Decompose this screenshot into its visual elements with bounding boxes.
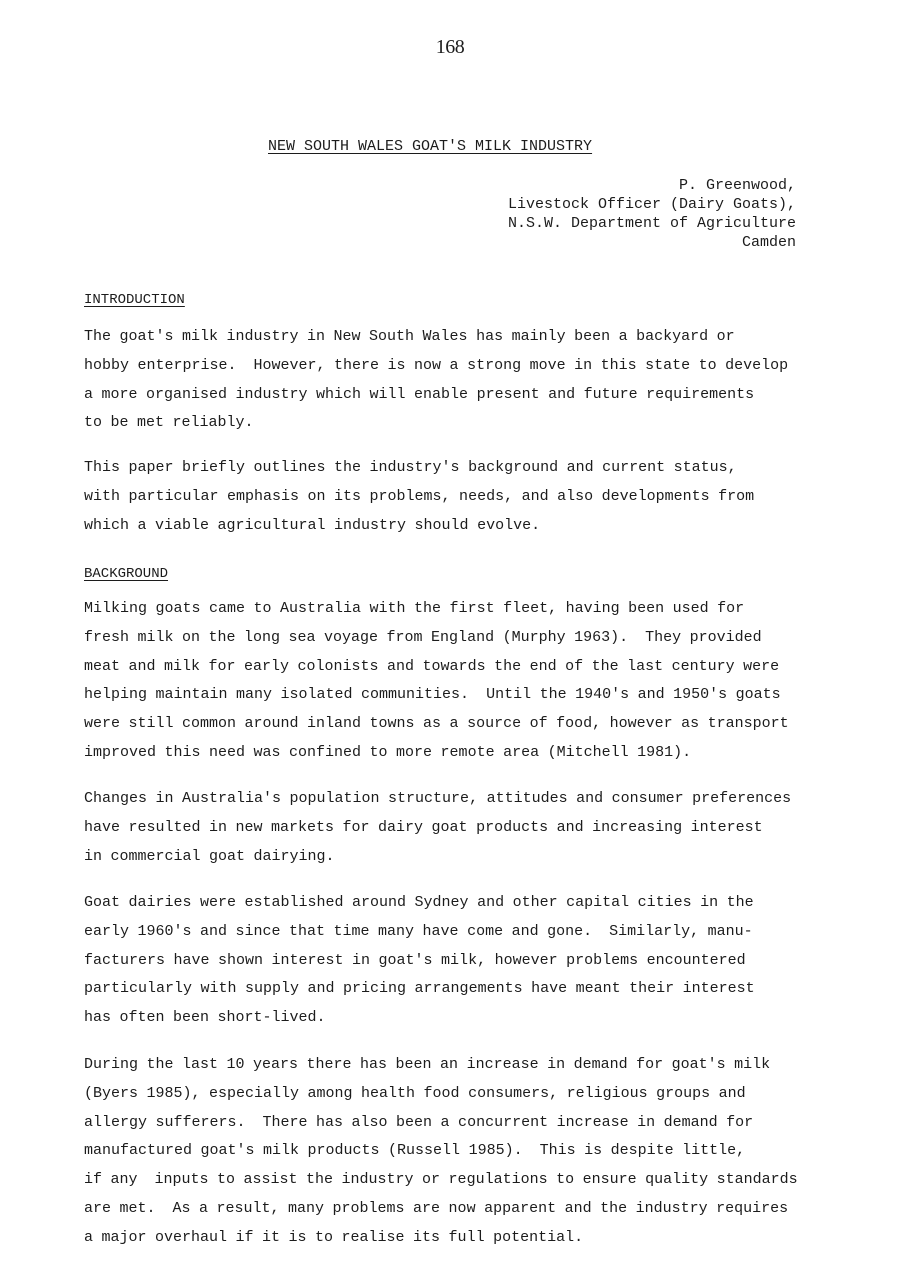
text-line: a more organised industry which will enable present and future requirements bbox=[84, 385, 755, 403]
text-line: manufactured goat's milk products (Russell 1985). This is despite little, bbox=[84, 1142, 746, 1160]
text-line: Goat dairies were established around Sydney and other capital cities in the bbox=[84, 894, 754, 911]
text-line: allergy sufferers. There has also been a concurrent increase in demand for bbox=[84, 1113, 754, 1131]
text-line: meat and milk for early colonists and towards the end of the last century were bbox=[84, 657, 780, 675]
text-line: particularly with supply and pricing arrangements have meant their interest bbox=[84, 980, 755, 998]
section-heading-background: BACKGROUND bbox=[84, 566, 169, 582]
text-line: which a viable agricultural industry should evolve. bbox=[84, 516, 541, 534]
text-line: fresh milk on the long sea voyage from England (Murphy 1963). They provided bbox=[84, 628, 762, 646]
text-line: Changes in Australia's population structure, attitudes and consumer preferences bbox=[84, 790, 792, 807]
text-line: if any inputs to assist the industry or regulations to ensure quality standards bbox=[84, 1171, 798, 1189]
text-line: a major overhaul if it is to realise its full potential. bbox=[84, 1228, 584, 1246]
paper-title: NEW SOUTH WALES GOAT'S MILK INDUSTRY bbox=[268, 138, 593, 155]
text-line: to be met reliably. bbox=[84, 414, 254, 432]
text-line: were still common around inland towns as a source of food, however as transport bbox=[84, 715, 789, 733]
text-line: The goat's milk industry in New South Wales has mainly been a backyard or bbox=[84, 328, 735, 345]
author-location: Camden bbox=[741, 234, 796, 251]
text-line: During the last 10 years there has been an increase in demand for goat's milk bbox=[84, 1056, 771, 1073]
text-line: helping maintain many isolated communities. Until the 1940's and 1950's goats bbox=[84, 686, 781, 704]
author-department: N.S.W. Department of Agriculture bbox=[507, 215, 796, 232]
author-name: P. Greenwood, bbox=[678, 177, 796, 194]
text-line: facturers have shown interest in goat's milk, however problems encountered bbox=[84, 951, 746, 969]
text-line: (Byers 1985), especially among health food consumers, religious groups and bbox=[84, 1084, 746, 1102]
author-position: Livestock Officer (Dairy Goats), bbox=[507, 196, 796, 213]
text-line: has often been short-lived. bbox=[84, 1009, 326, 1027]
text-line: hobby enterprise. However, there is now a strong move in this state to develop bbox=[84, 356, 789, 374]
section-heading-introduction: INTRODUCTION bbox=[84, 292, 185, 308]
paragraph-background-4 bbox=[84, 1051, 798, 1253]
text-line: Milking goats came to Australia with the first fleet, having been used for bbox=[84, 600, 745, 617]
author-block bbox=[508, 176, 796, 252]
text-line: early 1960's and since that time many have come and gone. Similarly, manu- bbox=[84, 922, 753, 940]
text-line: with particular emphasis on its problems, needs, and also developments from bbox=[84, 487, 755, 505]
paragraph-background-2 bbox=[84, 785, 791, 871]
text-line: in commercial goat dairying. bbox=[84, 847, 335, 865]
text-line: This paper briefly outlines the industry's background and current status, bbox=[84, 459, 737, 476]
paragraph-background-1 bbox=[84, 595, 789, 768]
page-number: 168 bbox=[435, 36, 465, 58]
paragraph-background-3 bbox=[84, 889, 755, 1033]
text-line: are met. As a result, many problems are now apparent and the industry requires bbox=[84, 1199, 789, 1217]
paragraph-introduction-1 bbox=[84, 323, 788, 438]
text-line: improved this need was confined to more remote area (Mitchell 1981). bbox=[84, 743, 692, 761]
text-line: have resulted in new markets for dairy goat products and increasing interest bbox=[84, 818, 763, 836]
paragraph-introduction-2 bbox=[84, 454, 754, 540]
